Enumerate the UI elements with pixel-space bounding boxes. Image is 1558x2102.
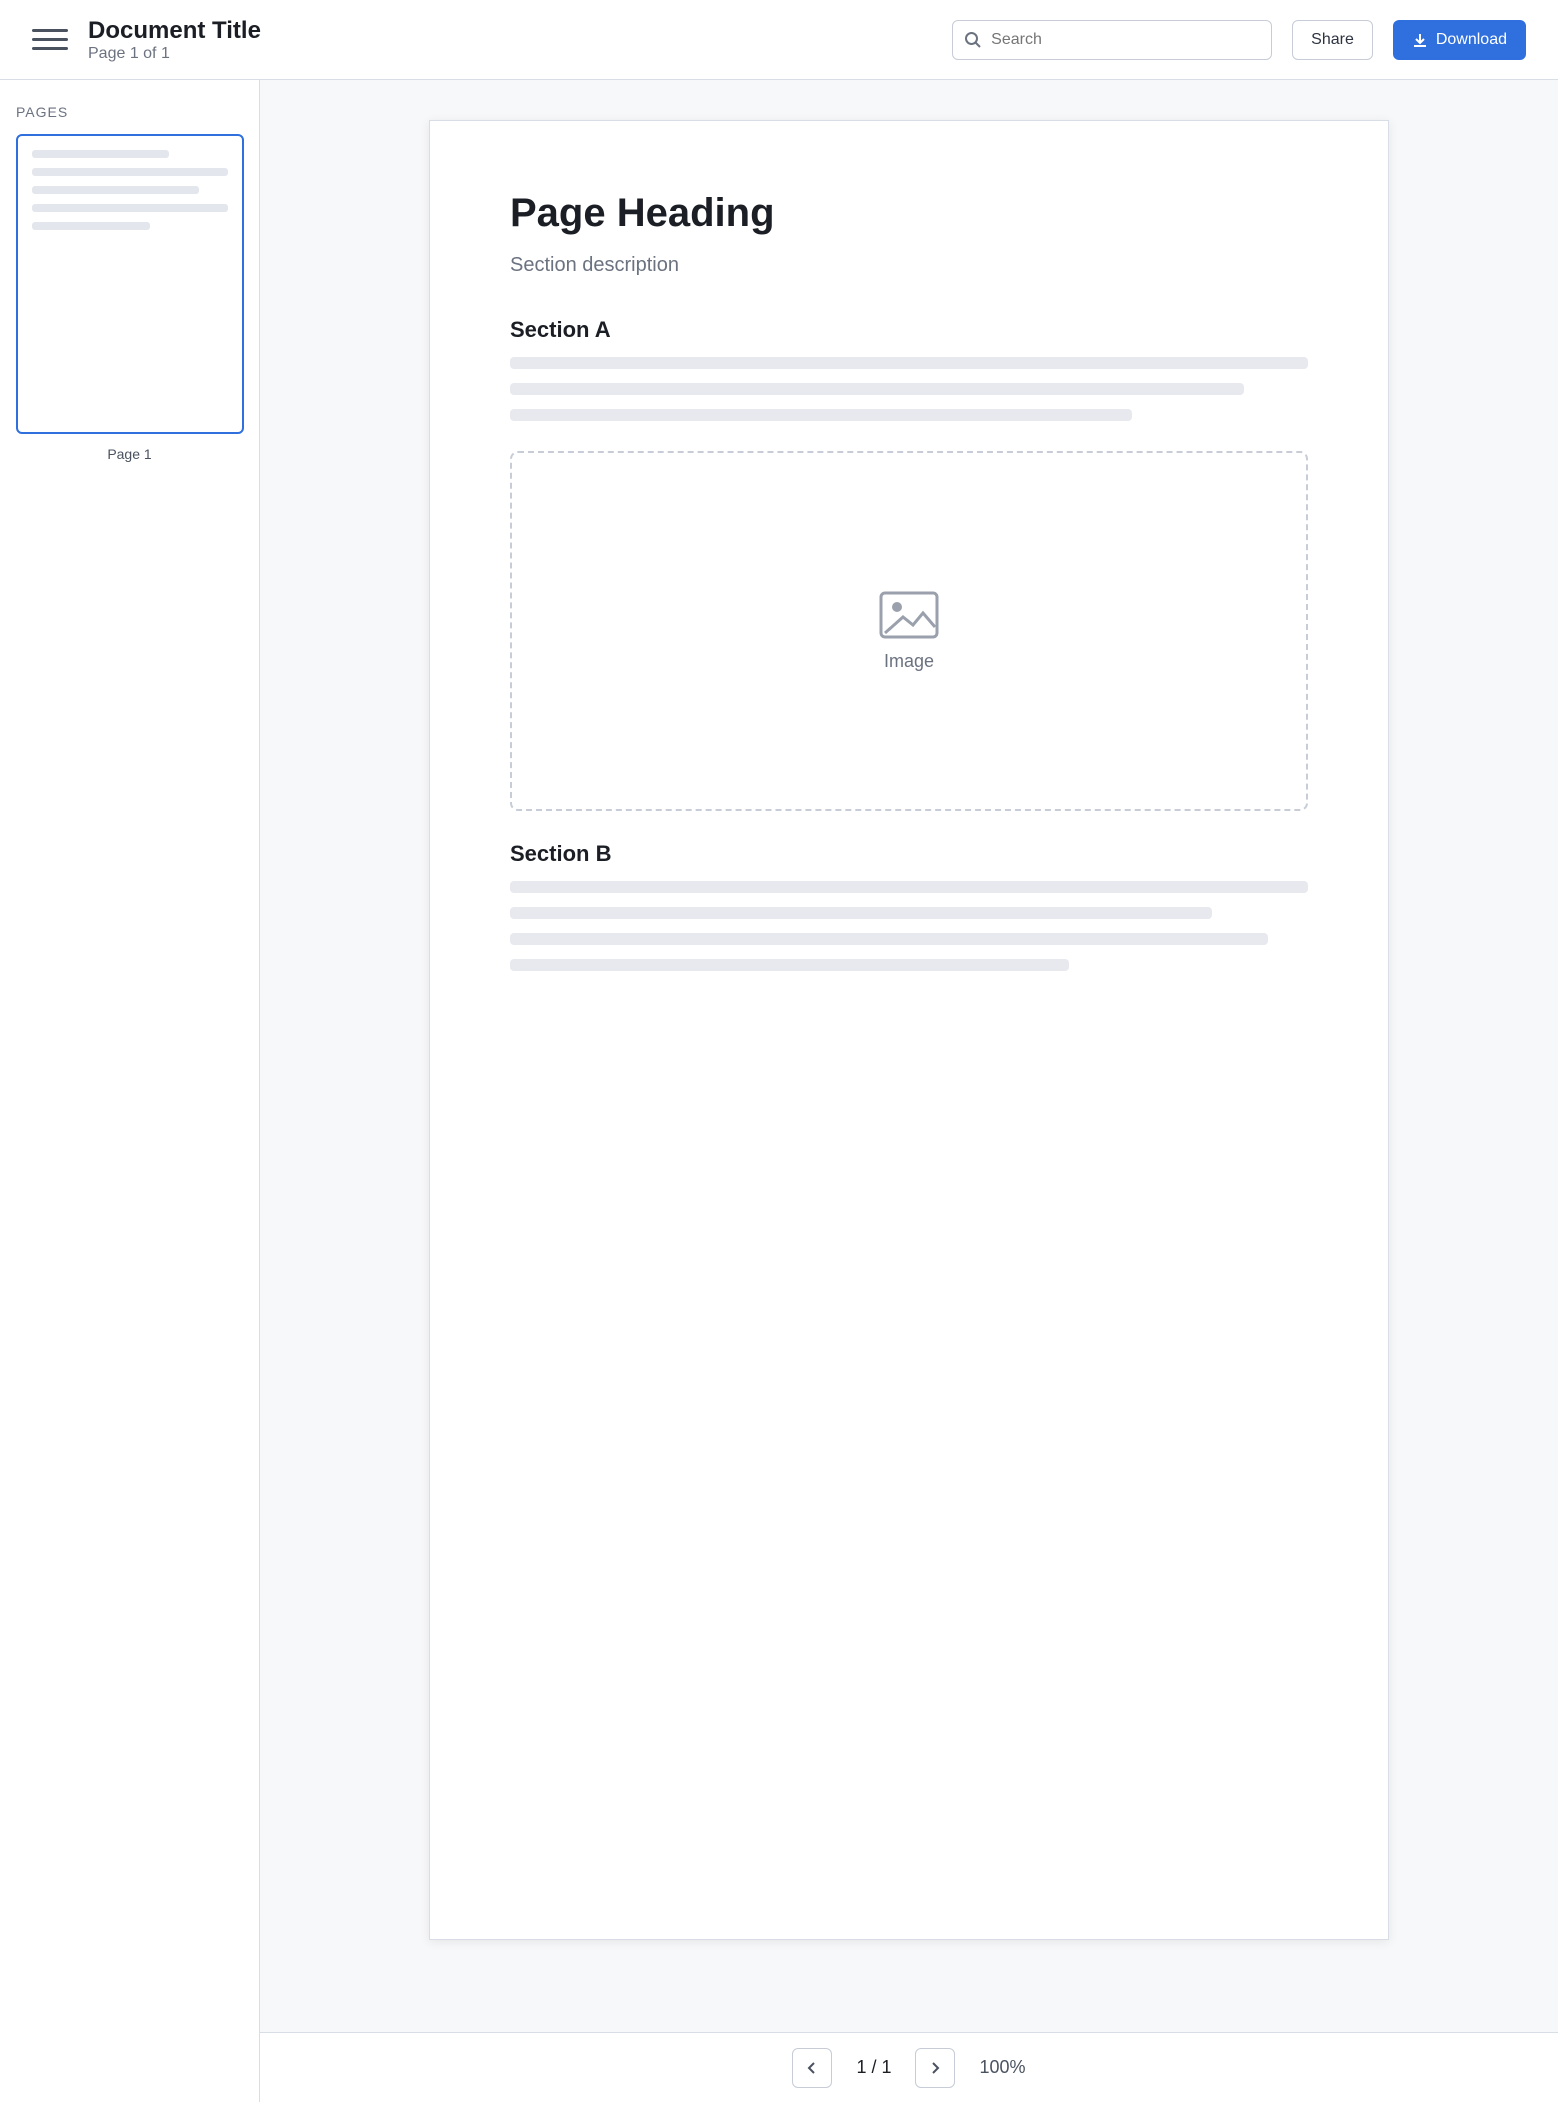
text-line — [510, 933, 1268, 945]
section-title: Section B — [510, 841, 612, 866]
image-placeholder — [510, 451, 1308, 811]
chevron-right-icon — [928, 2061, 942, 2075]
text-line — [510, 959, 1069, 971]
download-label: Download — [1435, 30, 1507, 48]
thumb-line — [32, 222, 150, 230]
page-indicator: 1 / 1 — [856, 2057, 892, 2077]
thumbnail-label: Page 1 — [107, 446, 152, 462]
page-subheading: Section description — [510, 254, 679, 276]
image-icon — [879, 591, 939, 639]
text-line — [510, 383, 1244, 395]
search-input[interactable] — [952, 20, 1272, 60]
thumb-line — [32, 204, 228, 212]
share-label: Share — [1311, 30, 1354, 48]
app-header — [0, 0, 1558, 80]
next-page-button[interactable] — [915, 2048, 955, 2088]
text-line — [510, 881, 1308, 893]
download-icon — [1412, 32, 1428, 48]
section-title: Section A — [510, 317, 611, 342]
document-title: Document Title — [88, 16, 261, 44]
share-button[interactable] — [1292, 20, 1373, 60]
chevron-left-icon — [805, 2061, 819, 2075]
download-button[interactable] — [1393, 20, 1526, 60]
text-line — [510, 357, 1308, 369]
thumb-line — [32, 168, 228, 176]
menu-icon[interactable] — [32, 22, 68, 58]
page-thumbnail[interactable] — [16, 134, 244, 434]
document-page — [429, 120, 1389, 1940]
search-container — [952, 20, 1272, 60]
document-meta: Page 1 of 1 — [88, 44, 170, 62]
page-heading: Page Heading — [510, 191, 775, 235]
previous-page-button[interactable] — [792, 2048, 832, 2088]
text-line — [510, 907, 1212, 919]
sidebar-heading: PAGES — [16, 104, 69, 120]
search-icon — [964, 31, 982, 49]
zoom-level[interactable]: 100% — [979, 2057, 1026, 2077]
thumb-line — [32, 186, 199, 194]
thumb-line — [32, 150, 169, 158]
document-canvas — [260, 80, 1558, 2032]
page-sidebar — [0, 80, 260, 2102]
status-bar — [260, 2032, 1558, 2102]
image-caption: Image — [883, 650, 935, 671]
text-line — [510, 409, 1132, 421]
